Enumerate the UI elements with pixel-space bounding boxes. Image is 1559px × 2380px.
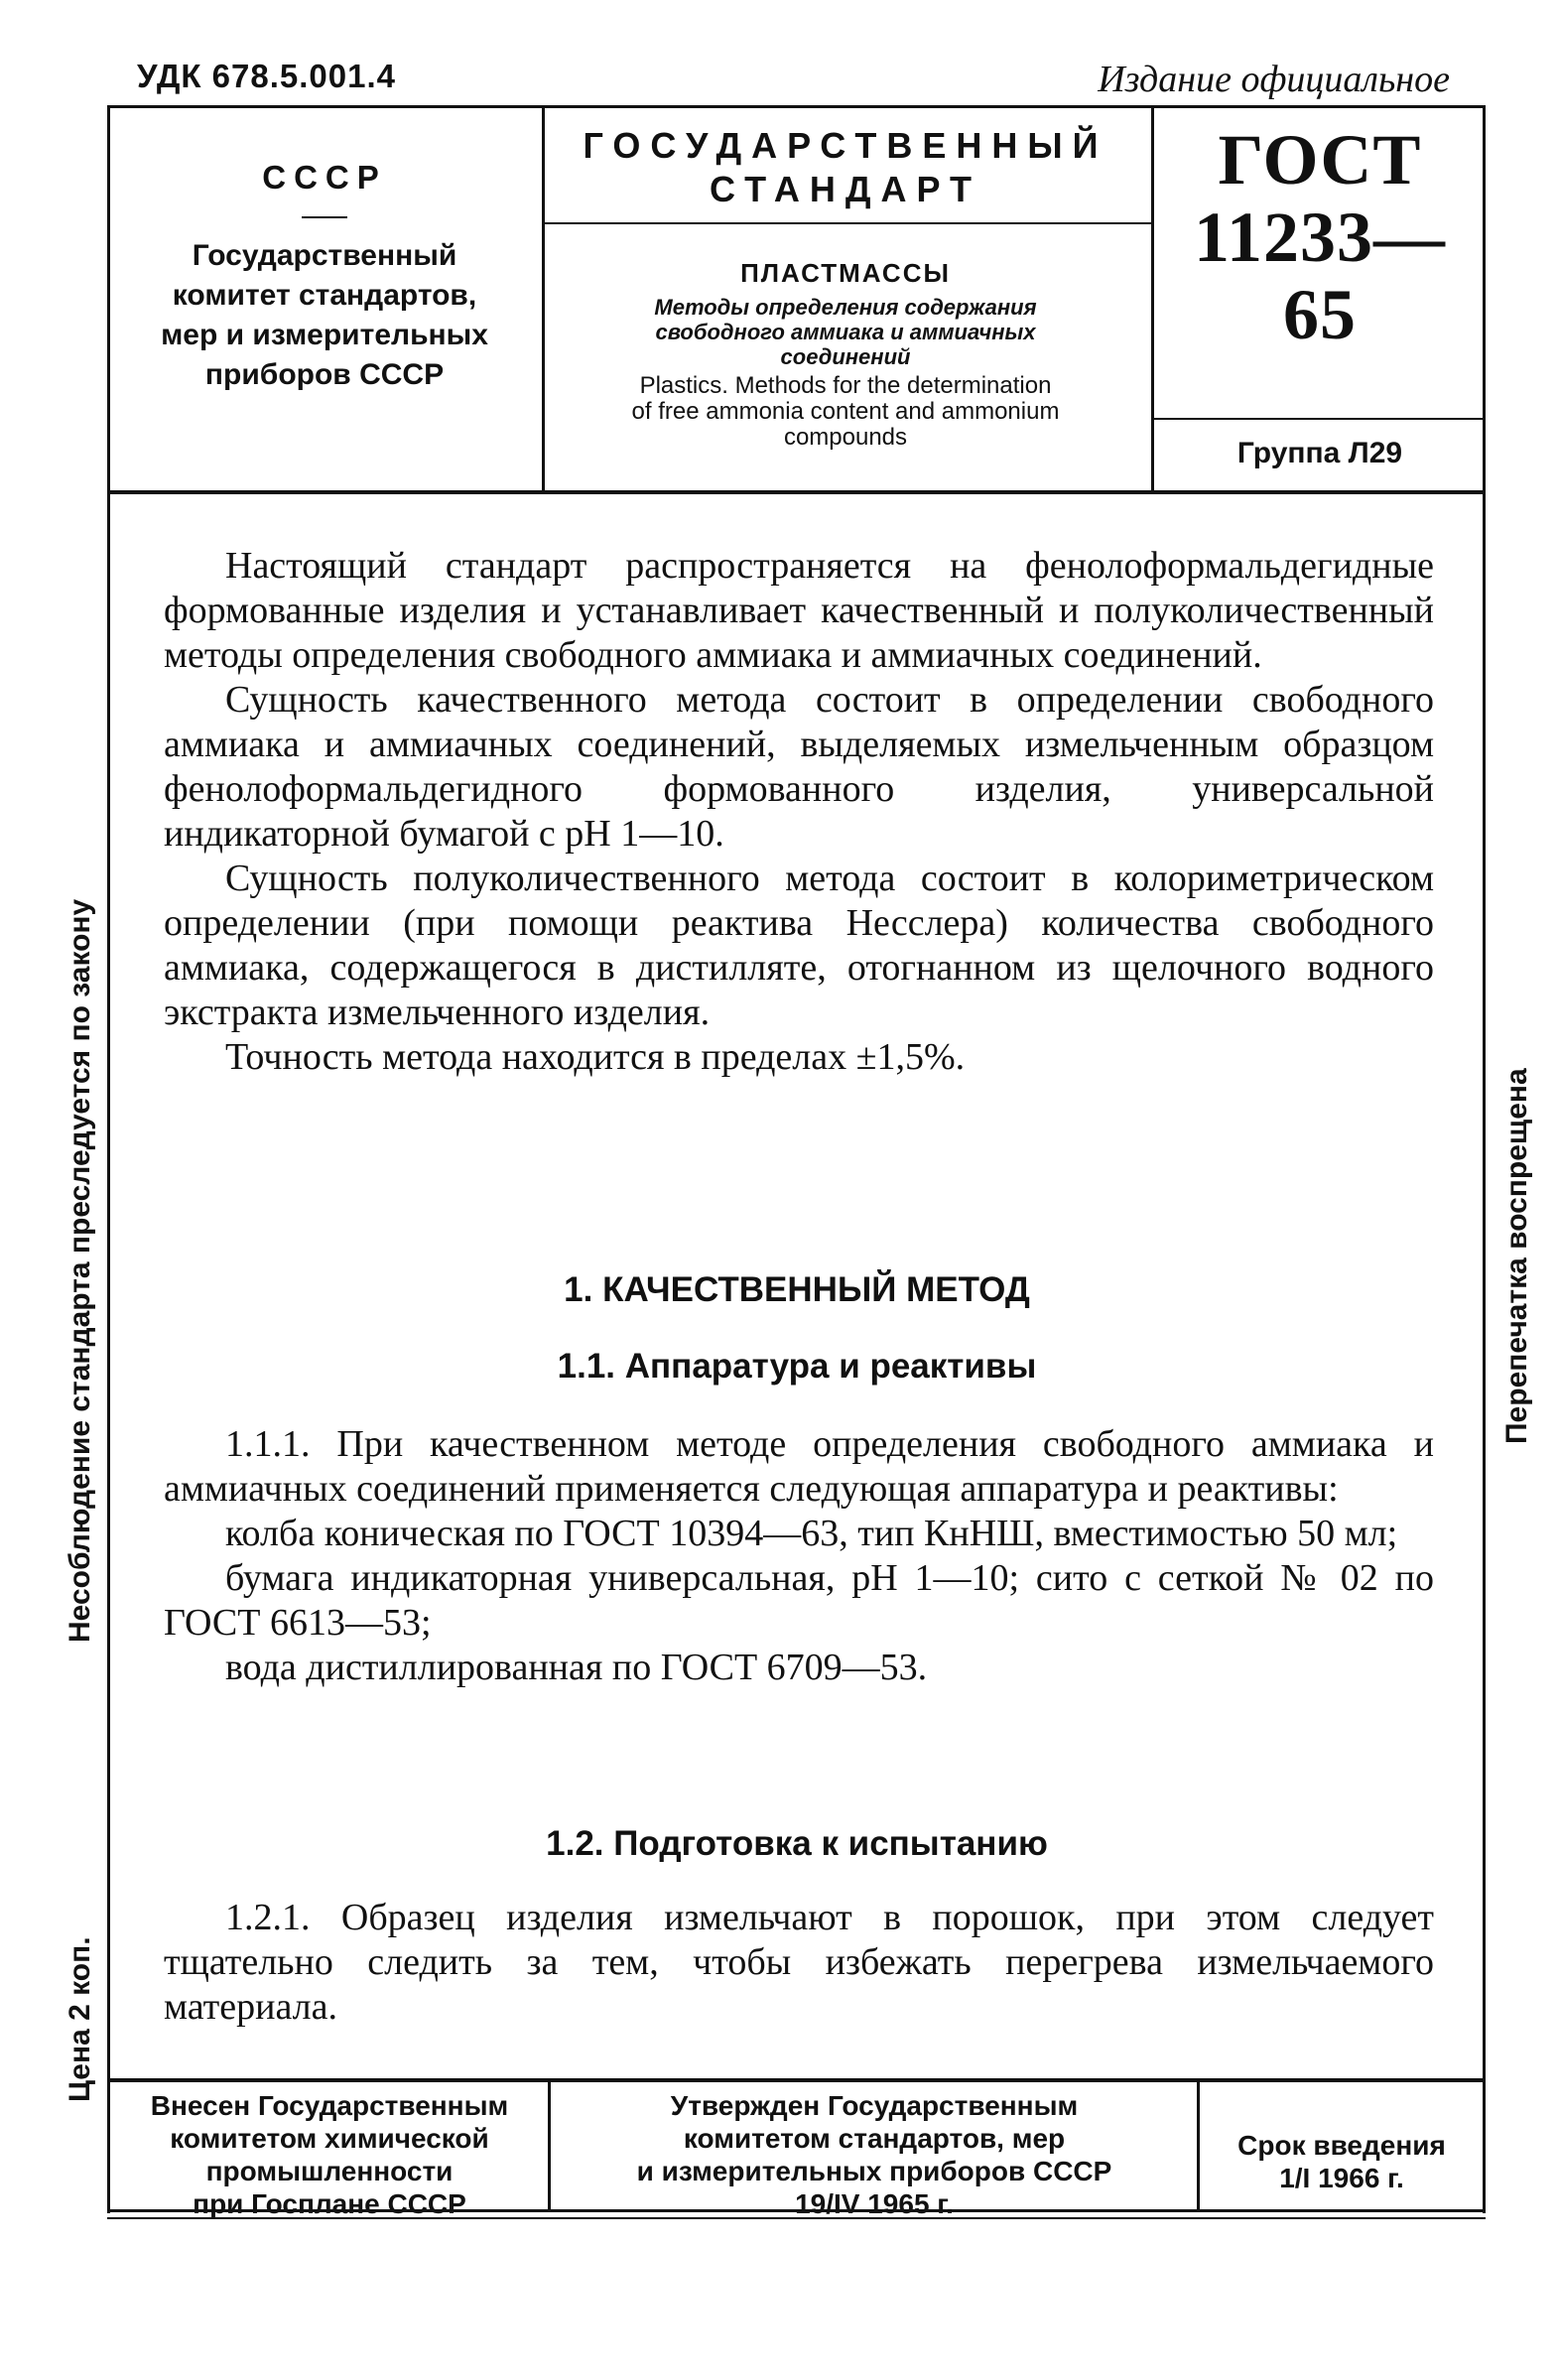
list-item: бумага индикаторная универсальная, pH 1—10; сито с сеткой № 02 по ГОСТ 6613—53; [164,1557,1434,1644]
footer-divider-left [548,2080,551,2211]
paragraph-1-2-1: 1.2.1. Образец изделия измельчают в порошок, при этом следует тщательно следить за тем, чтобы избежать перегрева измельчаемого материала. [164,1897,1434,2028]
frame-right [1483,107,1486,2213]
approved-by: Утвержден Государственным комитетом стандартов, мер и измерительных приборов СССР 19/IV 1965 г. [636,2090,1112,2219]
accuracy-paragraph: Точность метода находится в пределах ±1,5%. [225,1036,966,1078]
intro-paragraph: Сущность полуколичественного метода состоит в колориметрическом определении (при помощи реактива Несслера) количества свободного аммиака, содержащегося в дистилляте, отогнанном из щелочного водного экстракта измельченного изделия. [164,858,1434,1033]
header-bottom-rule [107,490,1486,494]
section-heading: 1. КАЧЕСТВЕННЫЙ МЕТОД [564,1270,1030,1309]
footer-divider-right [1197,2080,1200,2211]
footer-top-rule [107,2078,1486,2082]
separator-dash [302,216,347,218]
title-russian: Методы определения содержания свободного аммиака и аммиачных соединений [654,295,1037,369]
subsection-heading: 1.2. Подготовка к испытанию [546,1824,1048,1863]
list-item: колба коническая по ГОСТ 10394—63, тип КнНШ, вместимостью 50 мл; [225,1513,1398,1554]
intro-paragraph: Настоящий стандарт распространяется на фенолоформальдегидные формованные изделия и устанавливает качественный и полуколичественный методы определения свободного аммиака и аммиачных соединений. [164,545,1434,676]
committee-name: Государственный комитет стандартов, мер и измерительных приборов СССР [161,239,488,391]
country-label: СССР [262,159,387,196]
header-issuer [111,159,538,395]
preparation-block [164,1896,1434,2030]
standard-type: ГОСУДАРСТВЕННЫЙ СТАНДАРТ [583,125,1108,209]
header-top-rule [107,105,1486,108]
title-english: Plastics. Methods for the determination of free ammonia content and ammonium compounds [631,372,1060,451]
apparatus-block [164,1422,1434,1690]
submitted-by: Внесен Государственным комитетом химической промышленности при Госплане СССР [150,2090,509,2219]
group-label: Группа Л29 [1236,437,1403,469]
edition-label: Издание официальное [1098,59,1450,100]
header-subject [548,258,1143,451]
subsection-heading: 1.1. Аппаратура и реактивы [557,1347,1037,1386]
gost-code: ГОСТ 11233—65 [1193,120,1447,354]
subject-title: ПЛАСТМАССЫ [740,258,951,288]
legal-notice: Несоблюдение стандарта преследуется по закону [64,898,96,1643]
header-divider-left [542,105,545,492]
intro-block [164,544,1434,1080]
frame-left [107,107,110,2213]
header-right-rule [1154,418,1483,420]
reprint-notice: Перепечатка воспрещена [1500,1068,1533,1444]
intro-paragraph: Сущность качественного метода состоит в определении свободного аммиака и аммиачных соединений, выделяемых измельченным образцом фенолоформальдегидного формованного изделия, универсальной индикаторной бумагой с pH 1—10. [164,679,1434,855]
header-divider-right [1151,105,1154,492]
price-label: Цена 2 коп. [64,1936,96,2102]
paragraph-1-1-1: 1.1.1. При качественном методе определения свободного аммиака и аммиачных соединений применяется следующая аппаратура и реактивы: [164,1423,1434,1510]
header-mid-rule [545,222,1151,224]
udk-code: УДК 678.5.001.4 [137,58,397,94]
effective-date: Срок введения 1/I 1966 г. [1237,2130,1446,2193]
list-item: вода дистиллированная по ГОСТ 6709—53. [225,1647,928,1688]
